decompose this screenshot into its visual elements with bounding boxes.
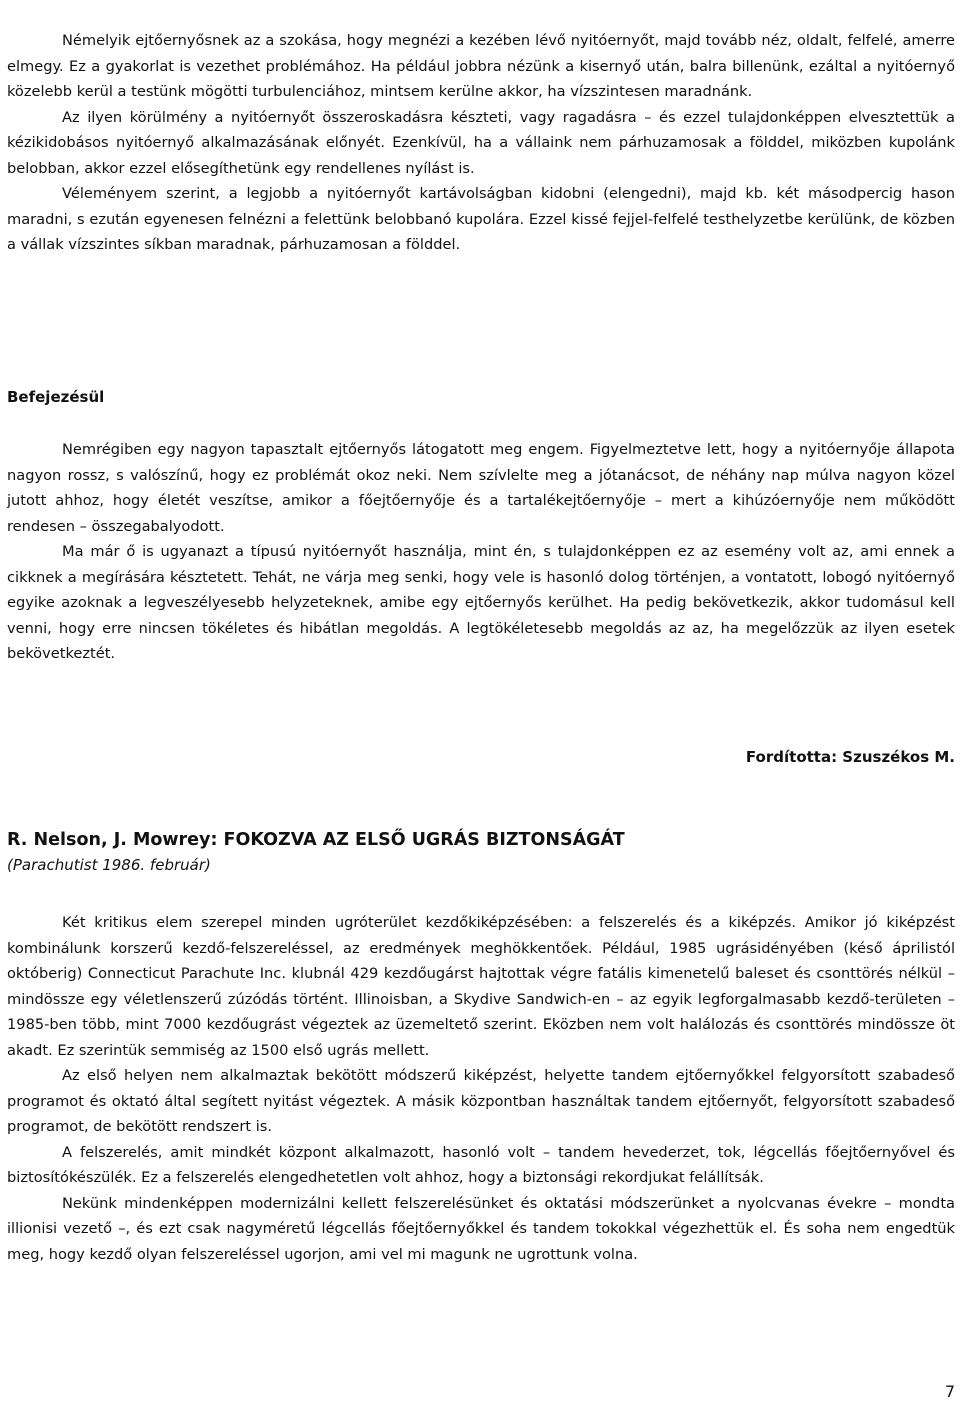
article-paragraph-4: Nekünk mindenképpen modernizálni kellett felszerelésünket és oktatási módszerünket a nyolcvanas évekre – mondta illionisi vezető –, és ezt csak nagyméretű légcellás főejtőernyőkkel és tandem tokokkal végezhettük el. És soha nem engedtük meg, hogy kezdő olyan felszereléssel ugorjon, ami vel mi magunk ne ugrottunk volna.	[7, 1194, 955, 1263]
conclusion-heading: Befejezésül	[7, 388, 105, 406]
article-header	[7, 827, 955, 877]
article-paragraph-1: Két kritikus elem szerepel minden ugróterület kezdőkiképzésében: a felszerelés és a kiképzés. Amikor jó kiképzést kombinálunk korszerű kezdő-felszereléssel, az eredmények meghökkentőek. Például, 1985 ugrásidényében (késő áprilistól októberig) Connecticut Parachute Inc. klubnál 429 kezdőugárst hajtottak végre fatális kimenetelű baleset és csonttörés nélkül – mindössze egy véletlenszerű zúzódás történt. Illinoisban, a Skydive Sandwich-en – az egyik legforgalmasabb kezdő-területen – 1985-ben több, mint 7000 kezdőugrást végeztek az üzemeltető szerint. Eközben nem volt halálozás és csonttörés mindössze öt akadt. Ez szerintük semmiség az 1500 első ugrás mellett.	[7, 914, 955, 1059]
intro-section	[7, 28, 955, 258]
page-number: 7	[944, 1382, 955, 1401]
article-paragraph-3: A felszerelés, amit mindkét központ alkalmazott, hasonló volt – tandem hevederzet, tok, légcellás főejtőernyővel és biztosítókészülék. Ez a felszerelés elengedhetetlen volt ahhoz, hogy a biztonsági rekordjukat felállítsák.	[7, 1143, 955, 1186]
conclusion-paragraph-1: Nemrégiben egy nagyon tapasztalt ejtőernyős látogatott meg engem. Figyelmeztetve lett, hogy a nyitóernyője állapota nagyon rossz, s valószínű, hogy ez problémát okoz neki. Nem szívlelte meg a jótanácsot, de néhány nap múlva nagyon közel jutott ahhoz, hogy életét veszítse, amikor a főejtőernyője és a tartalékejtőernyője – mert a kihúzóernyője nem működött rendesen – összegabalyodott.	[7, 441, 955, 535]
article-body	[7, 910, 955, 1267]
article-paragraph-2: Az első helyen nem alkalmaztak bekötött módszerű kiképzést, helyette tandem ejtőernyőkkel felgyorsított szabadeső programot és oktató által segített nyitást végeztek. A másik központban használtak tandem ejtőernyőt, felgyorsított szabadeső programot, de bekötött rendszert is.	[7, 1067, 955, 1135]
conclusion-section	[7, 437, 955, 667]
intro-paragraph-1: Némelyik ejtőernyősnek az a szokása, hogy megnézi a kezében lévő nyitóernyőt, majd tovább néz, oldalt, felfelé, amerre elmegy. Ez a gyakorlat is vezethet problémához. Ha például jobbra nézünk a kisernyő után, balra billenünk, ezáltal a nyitóernyő közelebb kerül a testünk mögötti turbulenciához, mintsem kerülne akkor, ha vízszintesen maradnánk.	[7, 32, 955, 100]
intro-paragraph-2: Az ilyen körülmény a nyitóernyőt összeroskadásra készteti, vagy ragadásra – és ezzel tulajdonképpen elvesztettük a kézikidobásos nyitóernyő alkalmazásának előnyét. Ezenkívül, ha a vállaink nem párhuzamosak a földdel, miközben kupolánk belobban, akkor ezzel elősegíthetünk egy rendellenes nyílást is.	[7, 108, 955, 177]
translator-credit: Fordította: Szuszékos M.	[745, 748, 955, 766]
article-title: R. Nelson, J. Mowrey: FOKOZVA AZ ELSŐ UGRÁS BIZTONSÁGÁT	[7, 830, 625, 850]
article-source: (Parachutist 1986. február)	[7, 856, 211, 874]
intro-paragraph-3: Véleményem szerint, a legjobb a nyitóernyőt kartávolságban kidobni (elengedni), majd kb. két másodpercig hason maradni, s ezután egyenesen felnézni a felettünk belobbanó kupolára. Ezzel kissé fejjel-felfelé testhelyzetbe kerülünk, de közben a vállak vízszintes síkban maradnak, párhuzamosan a földdel.	[7, 185, 955, 253]
conclusion-paragraph-2: Ma már ő is ugyanazt a típusú nyitóernyőt használja, mint én, s tulajdonképpen ez az esemény volt az, ami ennek a cikknek a megírására késztetett. Tehát, ne várja meg senki, hogy vele is hasonló dolog történjen, a vontatott, lobogó nyitóernyő egyike azoknak a legveszélyesebb helyzeteknek, amibe egy ejtőernyős kerülhet. Ha pedig bekövetkezik, akkor tudomásul kell venni, hogy erre nincsen tökéletes és hibátlan megoldás. A legtökéletesebb megoldás az az, ha megelőzzük az ilyen esetek bekövetkeztét.	[7, 543, 955, 662]
